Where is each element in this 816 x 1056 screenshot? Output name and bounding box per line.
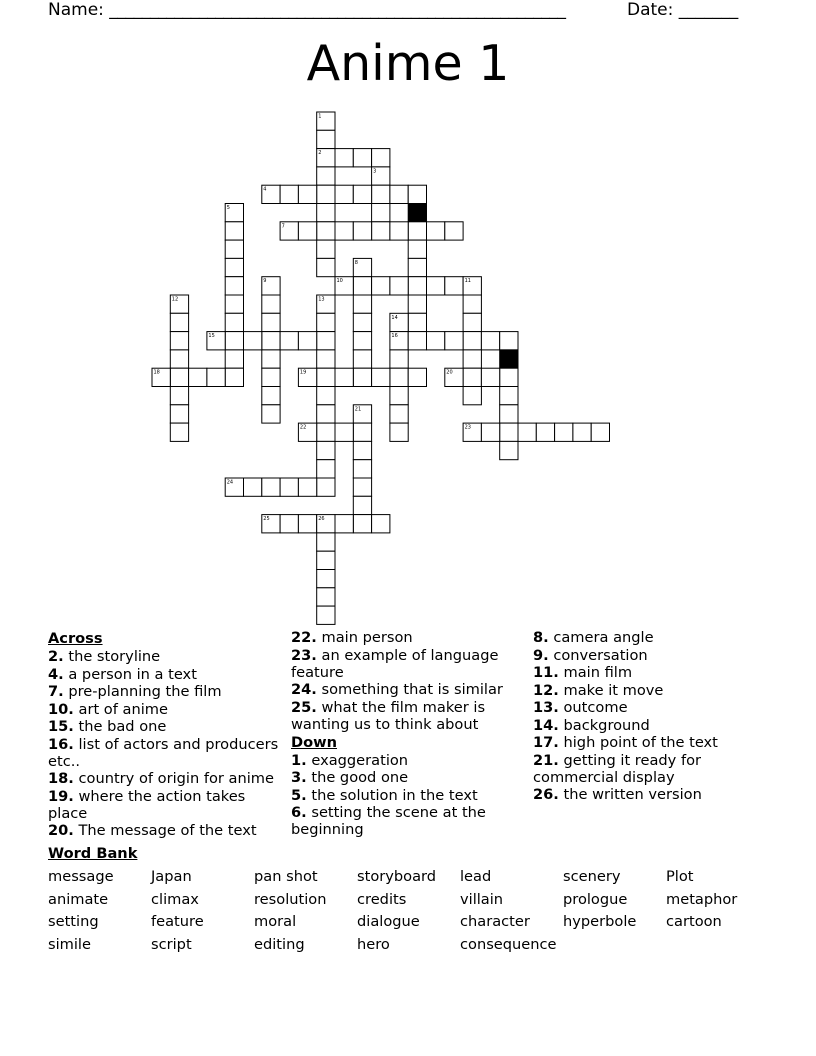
clue-number: 19. [48,787,74,805]
crossword-cell[interactable] [317,441,335,459]
crossword-clue-number: 12 [171,296,179,303]
clue-text: a person in a text [63,665,197,683]
word-bank-heading: Word Bank [48,845,138,862]
crossword-cell[interactable] [317,460,335,478]
clue-number: 17. [533,734,559,751]
crossword-cell[interactable] [445,332,463,350]
crossword-cell[interactable] [298,478,316,496]
crossword-cell[interactable] [298,185,316,203]
crossword-cell[interactable] [445,222,463,240]
word-bank-word: message [48,868,114,885]
clue-item [533,647,778,664]
crossword-cell[interactable] [335,185,353,203]
crossword-clue-number: 13 [318,296,325,303]
page-title: Anime 1 [306,35,510,92]
crossword-cell[interactable] [298,332,316,350]
crossword-cell[interactable] [225,258,243,276]
clue-item [48,666,283,683]
down-clues-continued [533,629,778,803]
crossword-cell[interactable] [481,368,499,386]
crossword-cell[interactable] [298,222,316,240]
clue-item [291,787,523,804]
clue-text: camera angle [548,629,654,646]
crossword-cell[interactable] [317,387,335,405]
clue-text: the good one [306,769,409,786]
word-bank-word: script [151,935,192,953]
clue-number: 1. [291,751,307,769]
word-bank-word: hyperbole [563,913,637,930]
crossword-clue-number: 8 [354,259,358,266]
across-clues [48,648,283,839]
word-bank-word: scenery [563,868,621,885]
crossword-cell[interactable] [390,405,408,423]
crossword-clue-number: 18 [153,369,160,376]
down-heading: Down [291,733,338,751]
word-bank-word: cartoon [666,913,722,930]
across-column [48,629,283,840]
crossword-clue-number: 2 [318,150,322,157]
crossword-cell[interactable] [353,478,371,496]
crossword-clue-number: 21 [354,406,362,413]
clue-number: 4. [48,665,64,683]
date-blank: _______ [678,0,739,20]
crossword-cell[interactable] [353,313,371,331]
crossword-cell[interactable] [463,368,481,386]
crossword-cell[interactable] [335,423,353,441]
crossword-cell[interactable] [317,423,335,441]
crossword-cell[interactable] [518,423,536,441]
crossword-cell[interactable] [225,240,243,258]
crossword-cell[interactable] [225,295,243,313]
clue-text: the bad one [73,718,167,735]
crossword-cell[interactable] [170,423,188,441]
crossword-cell[interactable] [262,350,280,368]
word-bank-word: lead [460,868,492,885]
word-bank-word: dialogue [357,913,420,930]
clue-number: 13. [533,699,559,716]
crossword-cell[interactable] [408,185,426,203]
crossword-cell[interactable] [353,295,371,313]
crossword-cell[interactable] [189,368,207,386]
clue-item [48,701,283,718]
word-bank-word: storyboard [357,868,437,885]
clue-text: something that is similar [316,681,503,698]
crossword-cell[interactable] [372,149,390,167]
clue-number: 14. [533,716,559,734]
crossword-clue-number: 16 [391,333,398,340]
crossword-cell[interactable] [317,588,335,606]
crossword-cell[interactable] [353,423,371,441]
crossword-cell[interactable] [500,423,518,441]
clue-item [533,734,778,751]
clue-item [48,683,283,700]
crossword-cell[interactable] [353,277,371,295]
crossword-clue-number: 7 [281,223,285,230]
crossword-cell[interactable] [335,515,353,533]
crossword-cell[interactable] [372,277,390,295]
crossword-cell[interactable] [298,515,316,533]
crossword-cell[interactable] [500,368,518,386]
crossword-clue-number: 9 [263,278,267,285]
crossword-cell[interactable] [353,350,371,368]
crossword-cell[interactable] [353,515,371,533]
crossword-clue-number: 19 [299,369,307,376]
word-bank-word: setting [48,913,99,930]
clue-item [48,788,283,822]
name-label: Name: [48,0,110,20]
crossword-cell[interactable] [500,332,518,350]
crossword-cell[interactable] [481,423,499,441]
clue-text: the solution in the text [306,786,478,804]
crossword-cell[interactable] [372,368,390,386]
crossword-cell[interactable] [353,149,371,167]
clue-item [533,682,778,699]
crossword-clue-number: 17 [501,351,508,358]
clue-number: 24. [291,681,317,698]
crossword-cell[interactable] [445,277,463,295]
crossword-cell[interactable] [317,570,335,588]
crossword-clue-number: 25 [263,516,270,523]
crossword-cell[interactable] [390,185,408,203]
clue-text: what the film maker is wanting us to think about [291,698,486,733]
clue-number: 18. [48,770,74,787]
crossword-cell[interactable] [317,606,335,624]
crossword-cell[interactable] [244,332,262,350]
crossword-cell[interactable] [353,368,371,386]
crossword-cell[interactable] [463,295,481,313]
clue-number: 2. [48,648,64,665]
clue-number: 7. [48,683,64,700]
crossword-cell[interactable] [372,222,390,240]
clue-item [48,648,283,665]
word-bank-word: metaphor [666,890,738,908]
clue-item [48,718,283,735]
clue-number: 21. [533,751,559,769]
crossword-clue-number: 6 [409,205,413,211]
clue-number: 25. [291,698,317,716]
crossword-cell[interactable] [317,332,335,350]
crossword-cell[interactable] [353,496,371,514]
crossword-cell[interactable] [372,185,390,203]
crossword-cell[interactable] [427,332,445,350]
clue-item [291,804,523,838]
crossword-cell[interactable] [372,515,390,533]
crossword-clue-number: 14 [391,314,398,321]
crossword-cell[interactable] [170,332,188,350]
clue-text: conversation [548,646,648,664]
crossword-cell[interactable] [244,478,262,496]
crossword-cell[interactable] [317,258,335,276]
crossword-cell[interactable] [170,405,188,423]
clue-text: art of anime [73,700,168,718]
clue-number: 26. [533,786,559,803]
crossword-cell[interactable] [390,423,408,441]
clue-item [291,699,523,733]
crossword-cell[interactable] [170,350,188,368]
clue-number: 5. [291,786,307,804]
crossword-cell[interactable] [390,368,408,386]
crossword-cell[interactable] [372,204,390,222]
crossword-cell[interactable] [280,478,298,496]
crossword-cell[interactable] [500,441,518,459]
crossword-cell[interactable] [463,313,481,331]
clue-number: 20. [48,822,74,839]
across-heading: Across [48,630,103,647]
crossword-cell[interactable] [335,368,353,386]
crossword-cell[interactable] [353,332,371,350]
middle-column [291,629,523,839]
word-bank-word: prologue [563,890,628,908]
clue-item [291,681,523,698]
crossword-cell[interactable] [262,313,280,331]
clue-item [533,717,778,734]
clue-text: exaggeration [306,751,409,769]
word-bank-word: resolution [254,890,327,908]
crossword-cell[interactable] [225,277,243,295]
crossword-cell[interactable] [573,423,591,441]
word-bank-word: character [460,913,530,930]
crossword-cell[interactable] [408,368,426,386]
crossword-cell[interactable] [353,460,371,478]
word-bank-word: pan shot [254,868,318,885]
crossword-cell[interactable] [408,222,426,240]
crossword-cell[interactable] [536,423,554,441]
crossword-cell[interactable] [207,368,225,386]
clue-number: 3. [291,769,307,786]
clue-number: 23. [291,646,317,664]
clue-item [291,629,523,646]
crossword-cell[interactable] [353,441,371,459]
crossword-cell[interactable] [317,551,335,569]
clue-text: setting the scene at the beginning [291,804,486,838]
crossword-cell[interactable] [463,387,481,405]
clue-item [533,786,778,803]
crossword-clue-number: 26 [318,516,325,523]
word-bank-word: credits [357,890,407,908]
clue-text: outcome [558,699,628,716]
crossword-cell[interactable] [225,222,243,240]
crossword-cell[interactable] [317,533,335,551]
word-bank-word: climax [151,890,199,908]
crossword-cell[interactable] [317,350,335,368]
crossword-clue-number: 3 [373,168,377,175]
crossword-clue-number: 4 [263,186,267,193]
word-bank-word: Plot [666,868,694,885]
crossword-cell[interactable] [262,478,280,496]
clue-text: make it move [558,681,664,699]
clue-text: country of origin for anime [73,770,274,787]
crossword-cell[interactable] [335,222,353,240]
crossword-cell[interactable] [317,185,335,203]
clue-number: 22. [291,629,317,646]
crossword-cell[interactable] [408,332,426,350]
crossword-clue-number: 10 [336,278,343,285]
crossword-cell[interactable] [463,350,481,368]
clue-number: 9. [533,646,549,664]
clue-number: 16. [48,735,74,753]
crossword-cell[interactable] [317,368,335,386]
crossword-cell[interactable] [262,368,280,386]
word-bank-word: feature [151,913,204,930]
crossword-cell[interactable] [390,222,408,240]
clue-text: The message of the text [73,822,257,839]
crossword-cell[interactable] [317,204,335,222]
crossword-clue-number: 23 [464,424,471,431]
clue-text: getting it ready for commercial display [533,751,702,786]
crossword-clue-number: 24 [226,479,234,486]
crossword-cell[interactable] [408,313,426,331]
crossword-clue-number: 15 [208,333,215,340]
crossword-cell[interactable] [408,277,426,295]
clue-text: background [558,716,650,734]
clue-item [533,629,778,646]
across-clues-continued [291,629,523,733]
clue-number: 6. [291,804,307,821]
down-clues [291,752,523,839]
clue-item [533,752,778,786]
crossword-cell[interactable] [591,423,609,441]
crossword-cell[interactable] [317,130,335,148]
crossword-clue-number: 11 [464,278,471,285]
crossword-cell[interactable] [280,332,298,350]
name-blank: ________________________________________________________ [109,0,566,20]
crossword-clue-number: 5 [226,205,230,211]
word-bank-word: Japan [151,868,192,885]
clue-text: the storyline [63,648,161,665]
clue-item [533,699,778,716]
crossword-cell[interactable] [262,295,280,313]
clue-text: pre-planning the film [63,683,222,700]
crossword-cell[interactable] [427,222,445,240]
word-bank-word: villain [460,890,504,908]
right-column [533,629,778,804]
word-bank-word: editing [254,935,305,953]
crossword-cell[interactable] [317,313,335,331]
crossword-cell[interactable] [481,332,499,350]
clue-number: 11. [533,664,559,681]
crossword-cell[interactable] [408,240,426,258]
crossword-cell[interactable] [225,368,243,386]
crossword-cell[interactable] [408,258,426,276]
word-bank-word: moral [254,913,297,930]
clue-text: list of actors and producers etc.. [48,735,279,770]
crossword-cell[interactable] [500,387,518,405]
clue-number: 15. [48,718,74,735]
crossword-cell[interactable] [390,350,408,368]
clue-item [48,770,283,787]
clue-number: 10. [48,700,74,718]
clue-item [48,822,283,839]
clue-text: main person [316,629,413,646]
word-bank-word: hero [357,935,390,953]
clue-number: 12. [533,681,559,699]
crossword-clue-number: 1 [318,113,322,120]
crossword-cell[interactable] [262,405,280,423]
clue-text: main film [558,664,633,681]
date-label: Date: [627,0,679,20]
word-bank-word: consequence [460,935,557,953]
crossword-cell[interactable] [408,295,426,313]
clue-number: 8. [533,629,549,646]
crossword-cell[interactable] [317,240,335,258]
crossword-cell[interactable] [317,478,335,496]
word-bank-word: simile [48,935,91,953]
clue-text: where the action takes place [48,787,246,822]
crossword-cell[interactable] [335,149,353,167]
crossword-cell[interactable] [225,350,243,368]
clue-item [291,769,523,786]
crossword-clue-number: 20 [446,369,453,376]
crossword-cell[interactable] [280,185,298,203]
crossword-cell[interactable] [390,277,408,295]
crossword-cell[interactable] [463,332,481,350]
crossword-cell[interactable] [225,313,243,331]
crossword-cell[interactable] [262,332,280,350]
crossword-cell[interactable] [500,405,518,423]
crossword-cell[interactable] [427,277,445,295]
clue-item [533,664,778,681]
word-bank-word: animate [48,890,109,908]
crossword-cell[interactable] [170,368,188,386]
crossword-cell[interactable] [317,222,335,240]
crossword-cell[interactable] [225,332,243,350]
crossword-cell[interactable] [555,423,573,441]
crossword-cell[interactable] [353,185,371,203]
crossword-cell[interactable] [170,313,188,331]
clue-text: an example of language feature [291,646,499,681]
crossword-cell[interactable] [170,387,188,405]
clue-item [48,736,283,770]
crossword-cell[interactable] [280,515,298,533]
clue-item [291,752,523,769]
crossword-clue-number: 22 [299,424,307,431]
clue-text: the written version [558,786,702,803]
clue-item [291,647,523,681]
clue-text: high point of the text [558,734,718,751]
crossword-cell[interactable] [317,167,335,185]
crossword-cell[interactable] [317,405,335,423]
crossword-cell[interactable] [390,387,408,405]
crossword-cell[interactable] [262,387,280,405]
crossword-cell[interactable] [353,222,371,240]
